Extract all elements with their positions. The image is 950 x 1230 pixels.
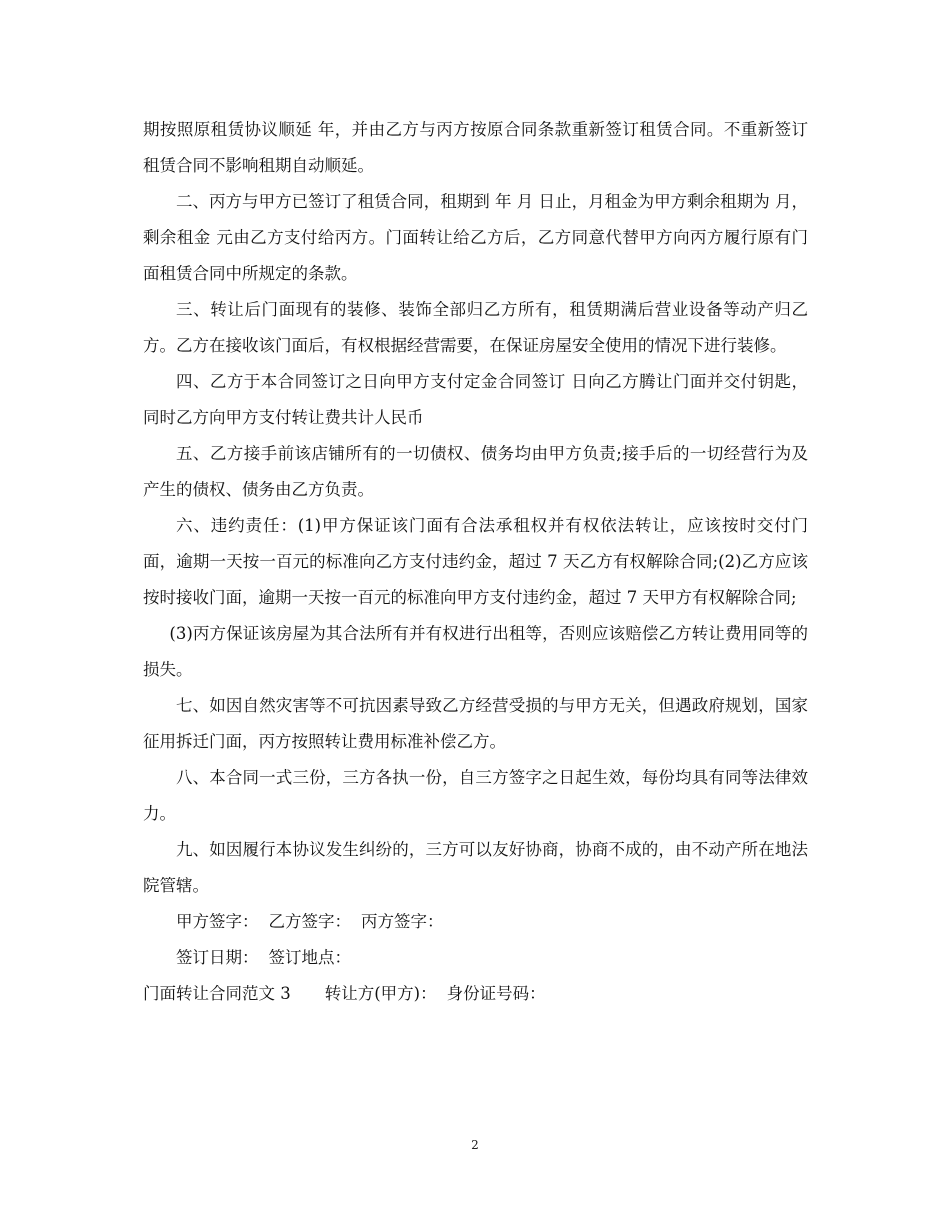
transferor-label: 转让方(甲方)： <box>324 984 437 1003</box>
page-number: 2 <box>471 1138 479 1152</box>
clause-3: 三、转让后门面现有的装修、装饰全部归乙方所有，租赁期满后营业设备等动产归乙方。乙方在接收该门面后，有权根据经营需要，在保证房屋安全使用的情况下进行装修。 <box>143 300 808 355</box>
clause-5: 五、乙方接手前该店铺所有的一切债权、债务均由甲方负责;接手后的一切经营行为及产生的债权、债务由乙方负责。 <box>143 444 808 499</box>
clause-6: 六、违约责任：(1)甲方保证该门面有合法承租权并有权依法转让，应该按时交付门面，逾期一天按一百元的标准向乙方支付违约金，超过 7 天乙方有权解除合同;(2)乙方应该按时接收门面，逾期一天按一百元的标准向甲方支付违约金，超过 7 天甲方有权解除合同; <box>143 516 808 607</box>
sign-place-label: 签订地点： <box>268 948 351 967</box>
sign-info-line <box>143 940 808 976</box>
id-number-label: 身份证号码： <box>446 984 546 1003</box>
clause-7: 七、如因自然灾害等不可抗因素导致乙方经营受损的与甲方无关，但遇政府规划，国家征用拆迁门面，丙方按照转让费用标准补偿乙方。 <box>143 696 808 751</box>
clause-4: 四、乙方于本合同签订之日向甲方支付定金合同签订 日向乙方腾让门面并交付钥匙，同时乙方向甲方支付转让费共计人民币 <box>143 372 808 427</box>
clause-8: 八、本合同一式三份，三方各执一份，自三方签字之日起生效，每份均具有同等法律效力。 <box>143 768 808 823</box>
party-a-signature-label: 甲方签字： <box>176 912 259 931</box>
clause-6-item-3: (3)丙方保证该房屋为其合法所有并有权进行出租等，否则应该赔偿乙方转让费用同等的损失。 <box>143 624 808 679</box>
next-section-title: 门面转让合同范文 3 <box>143 984 291 1003</box>
party-c-signature-label: 丙方签字： <box>361 912 444 931</box>
next-section-line <box>143 976 808 1012</box>
document-body <box>143 112 808 1012</box>
clause-9: 九、如因履行本协议发生纠纷的，三方可以友好协商，协商不成的，由不动产所在地法院管辖。 <box>143 840 808 895</box>
clause-2: 二、丙方与甲方已签订了租赁合同，租期到 年 月 日止，月租金为甲方剩余租期为 月，剩余租金 元由乙方支付给丙方。门面转让给乙方后，乙方同意代替甲方向丙方履行原有门面租赁合同中所规定的条款。 <box>143 192 808 283</box>
signature-line <box>143 904 808 940</box>
paragraph-continuation: 期按照原租赁协议顺延 年，并由乙方与丙方按原合同条款重新签订租赁合同。不重新签订租赁合同不影响租期自动顺延。 <box>143 120 808 175</box>
party-b-signature-label: 乙方签字： <box>268 912 351 931</box>
sign-date-label: 签订日期： <box>176 948 259 967</box>
